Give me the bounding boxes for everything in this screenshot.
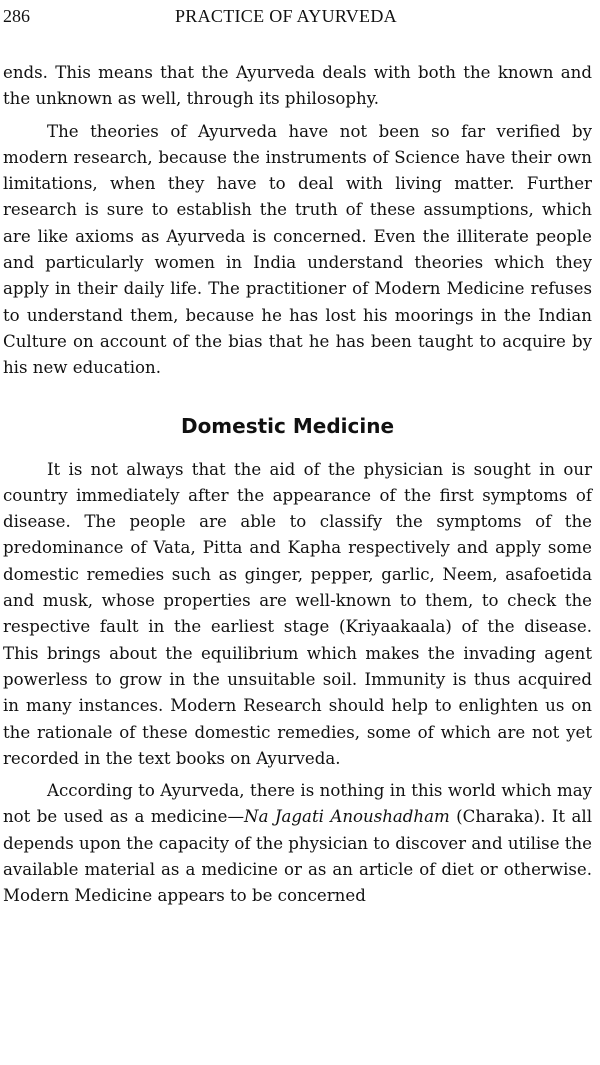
- sanskrit-quote: Na Jagati Anoushadham: [244, 807, 450, 827]
- paragraph-text-start: According to Ayurveda, there is nothing in this world which may not be used as a medicine—: [3, 781, 592, 827]
- paragraph-medicine-everything: [3, 778, 592, 909]
- paragraph-text-end: (Charaka). It all depends upon the capacity of the physician to discover and utilise the available material as a medicine or as an article of diet or otherwise. Modern Medicine appears to be concerned: [3, 807, 593, 906]
- paragraph-domestic-remedies: It is not always that the aid of the physician is sought in our country immediately after the appearance of the first symptoms of disease. The people are able to classify the symptoms of the predominance of Vata, Pitta and Kapha respectively and apply some domestic remedies such as ginger, pepper, garlic, Neem, asafoetida and musk, whose properties are well-known to them, to check the respective fault in the earliest stage (Kriyaakaala) of the disease. This brings about the equilibrium which makes the invading agent powerless to grow in the unsuitable soil. Immunity is thus acquired in many instances. Modern Research should help to enlighten us on the rationale of these domestic remedies, some of which are not yet recorded in the text books on Ayurveda.: [3, 459, 592, 768]
- body-text: [3, 60, 592, 910]
- paragraph-theories: The theories of Ayurveda have not been so far verified by modern research, because the instruments of Science have their own limitations, when they have to deal with living matter. Further research is sure to establish the truth of these assumptions, which are like axioms as Ayurveda is concerned. Even the illiterate people and particularly women in India understand theories which they apply in their daily life. The practitioner of Modern Medicine refuses to understand them, because he has lost his moorings in the Indian Culture on account of the bias that he has been taught to acquire by his new education.: [3, 121, 592, 378]
- paragraph-continuation: ends. This means that the Ayurveda deals with both the known and the unknown as well, through its philosophy.: [3, 63, 592, 109]
- section-heading: Domestic Medicine: [180, 413, 395, 438]
- page-number: 286: [3, 6, 30, 26]
- running-header: [3, 4, 597, 28]
- running-title: PRACTICE OF AYURVEDA: [175, 6, 397, 26]
